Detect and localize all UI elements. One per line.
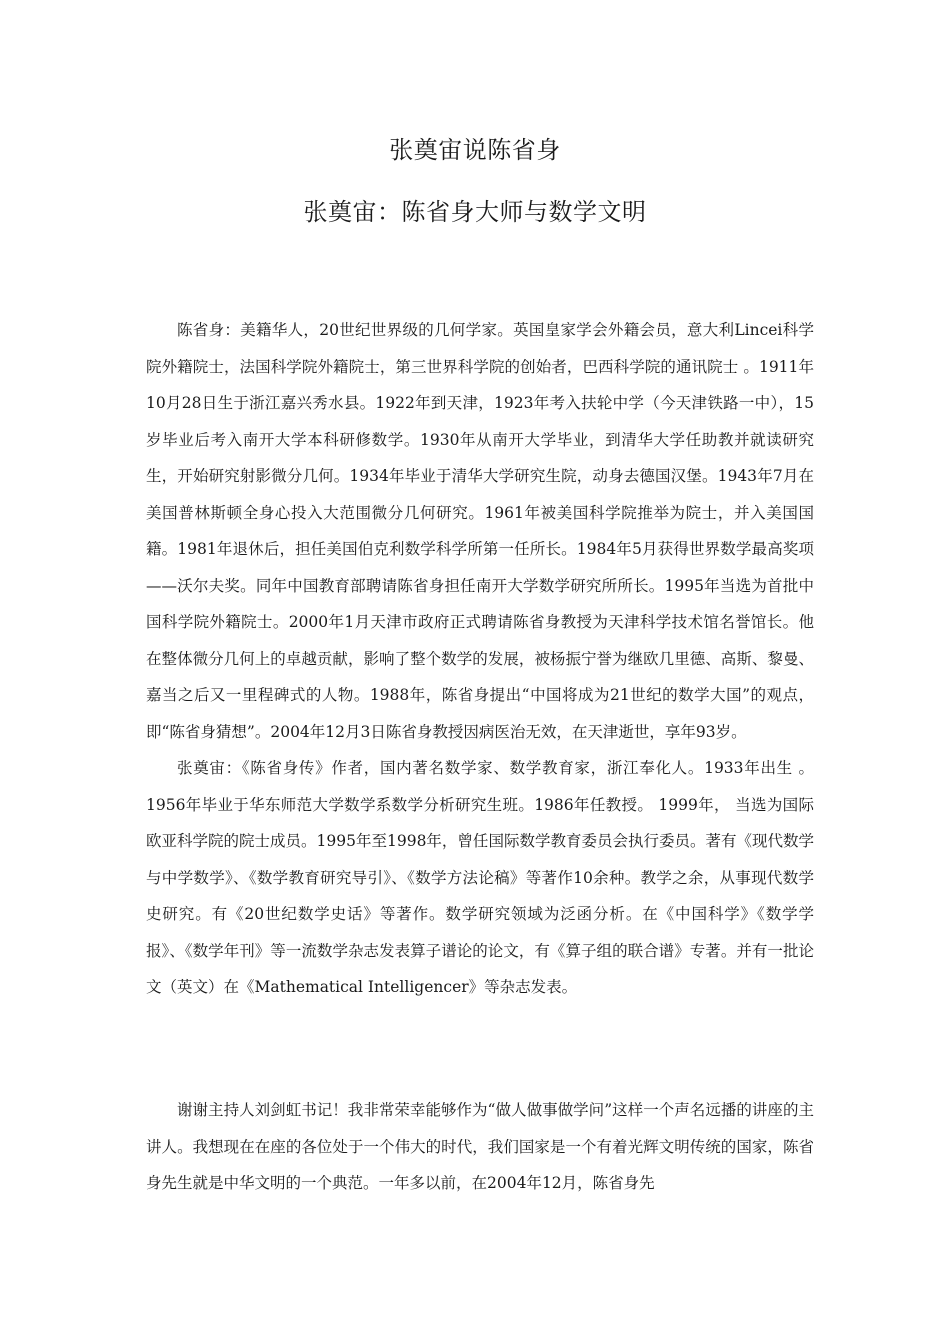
bio-paragraph-zhang: 张奠宙：《陈省身传》作者，国内著名数学家、数学教育家，浙江奉化人。1933年出生 。1956年毕业于华东师范大学数学系数学分析研究生班。1986年任教授。 1999年， 当选为国际欧亚科学院的院士成员。1995年至1998年，曾任国际数学教育委员会执行委员。著有《现代数学与中学数学》、《数学教育研究导引》、《数学方法论稿》等著作10余种。教学之余，从事现代数学史研究。有《20世纪数学史话》等著作。数学研究领域为泛函分析。在《中国科学》《数学学报》、《数学年刊》等一流数学杂志发表算子谱论的论文，有《算子组的联合谱》专著。并有一批论文（英文）在《Mathematical Intelligencer》等杂志发表。	[146, 759, 814, 996]
speech-section	[146, 1092, 814, 1202]
document-title: 张奠宙说陈省身	[389, 136, 561, 164]
speech-paragraph: 谢谢主持人刘剑虹书记！我非常荣幸能够作为“做人做事做学问”这样一个声名远播的讲座的主讲人。我想现在在座的各位处于一个伟大的时代，我们国家是一个有着光辉文明传统的国家，陈省身先生就是中华文明的一个典范。一年多以前，在2004年12月，陈省身先	[146, 1101, 814, 1192]
biography-section	[146, 312, 814, 1006]
bio-paragraph-chern: 陈省身：美籍华人，20世纪世界级的几何学家。英国皇家学会外籍会员，意大利Lincei科学院外籍院士，法国科学院外籍院士，第三世界科学院的创始者，巴西科学院的通讯院士 。1911年10月28日生于浙江嘉兴秀水县。1922年到天津，1923年考入扶轮中学（今天津铁路一中），15岁毕业后考入南开大学本科研修数学。1930年从南开大学毕业，到清华大学任助教并就读研究生，开始研究射影微分几何。1934年毕业于清华大学研究生院，动身去德国汉堡。1943年7月在美国普林斯顿全身心投入大范围微分几何研究。1961年被美国科学院推举为院士，并入美国国籍。1981年退休后，担任美国伯克利数学科学所第一任所长。1984年5月获得世界数学最高奖项——沃尔夫奖。同年中国教育部聘请陈省身担任南开大学数学研究所所长。1995年当选为首批中国科学院外籍院士。2000年1月天津市政府正式聘请陈省身教授为天津科学技术馆名誉馆长。他在整体微分几何上的卓越贡献，影响了整个数学的发展，被杨振宁誉为继欧几里德、高斯、黎曼、嘉当之后又一里程碑式的人物。1988年，陈省身提出“中国将成为21世纪的数学大国”的观点，即“陈省身猜想”。2004年12月3日陈省身教授因病医治无效，在天津逝世，享年93岁。	[146, 321, 814, 741]
document-subtitle: 张奠宙：陈省身大师与数学文明	[303, 198, 647, 226]
